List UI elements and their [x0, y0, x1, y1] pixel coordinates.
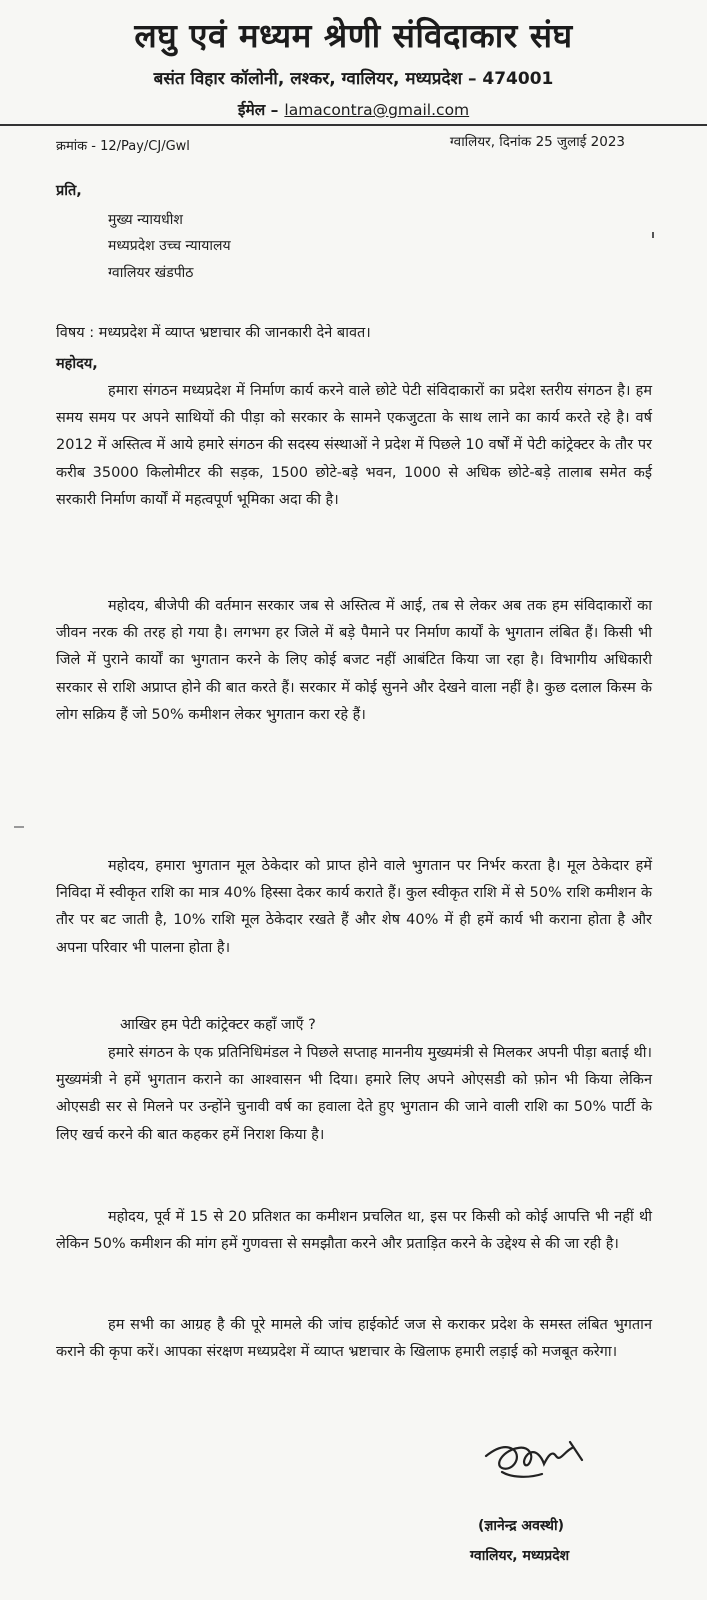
reference-number: क्रमांक - 12/Pay/CJ/Gwl [56, 139, 190, 154]
signer-name: (ज्ञानेन्द्र अवस्थी) [478, 1518, 565, 1534]
body-paragraph: महोदय, बीजेपी की वर्तमान सरकार जब से अस्तित्व में आई, तब से लेकर अब तक हम संविदाकारों का जीवन नरक की तरह हो गया है। लगभग हर जिले में बड़े पैमाने पर निर्माण कार्यों के भुगतान लंबित हैं। किसी भी जिले में पुराने कार्यों का भुगतान करने के लिए कोई बजट नहीं आबंटित किया जा रहा है। विभागीय अधिकारी सरकार से राशि अप्राप्त होने की बात करते हैं। सरकार में कोई सुनने और देखने वाला नहीं है। कुछ दलाल किस्म के लोग सक्रिय हैं जो 50% कमीशन लेकर भुगतान करा रहे हैं। [56, 598, 652, 723]
scan-speck [14, 826, 24, 828]
salutation: महोदय, [56, 356, 98, 372]
scan-speck [652, 232, 654, 238]
recipient-line: मुख्य न्यायधीश [108, 212, 183, 228]
handwritten-signature [482, 1428, 594, 1480]
body-paragraph: महोदय, हमारा भुगतान मूल ठेकेदार को प्राप्त होने वाले भुगतान पर निर्भर करता है। मूल ठेकेदार हमें निविदा में स्वीकृत राशि का मात्र 40% हिस्सा देकर कार्य कराते हैं। कुल स्वीकृत राशि में से 50% राशि कमीशन के तौर पर बट जाती है, 10% राशि मूल ठेकेदार रखते हैं और शेष 40% में ही हमें कार्य भी कराना होता है और अपना परिवार भी पालना होता है। [56, 858, 652, 956]
to-label: प्रति, [56, 183, 82, 199]
letter-date: ग्वालियर, दिनांक 25 जुलाई 2023 [449, 134, 625, 150]
question-line: आखिर हम पेटी कांट्रेक्टर कहाँ जाएँ ? [120, 1017, 316, 1033]
email-label: ईमेल – [237, 101, 279, 119]
email-line [0, 98, 707, 120]
body-paragraph: महोदय, पूर्व में 15 से 20 प्रतिशत का कमीशन प्रचलित था, इस पर किसी को कोई आपत्ति भी नहीं थी लेकिन 50% कमीशन की मांग हमें गुणवत्ता से समझौता करने और प्रताड़ित करने के उद्देश्य से की जा रही है। [56, 1209, 652, 1253]
header-rule [0, 124, 707, 126]
recipient-line: ग्वालियर खंडपीठ [108, 265, 194, 281]
organization-address: बसंत विहार कॉलोनी, लश्कर, ग्वालियर, मध्यप्रदेश – 474001 [153, 69, 554, 89]
recipient-line: मध्यप्रदेश उच्च न्यायालय [108, 238, 231, 254]
email-address: lamacontra@gmail.com [284, 101, 470, 119]
body-paragraph: हमारे संगठन के एक प्रतिनिधिमंडल ने पिछले सप्ताह माननीय मुख्यमंत्री से मिलकर अपनी पीड़ा बताई थी। मुख्यमंत्री ने हमें भुगतान कराने का आश्वासन भी दिया। हमारे लिए अपने ओएसडी को फ़ोन भी किया लेकिन ओएसडी सर से मिलने पर उन्होंने चुनावी वर्ष का हवाला देते हुए भुगतान की जाने वाली राशि का 50% पार्टी के लिए खर्च करने की बात कहकर हमें निराश किया है। [56, 1045, 652, 1143]
body-paragraph: हमारा संगठन मध्यप्रदेश में निर्माण कार्य करने वाले छोटे पेटी संविदाकारों का प्रदेश स्तरीय संगठन है। हम समय समय पर अपने साथियों की पीड़ा को सरकार के सामने एकजुटता के साथ लाने का कार्य करते रहे है। वर्ष 2012 में अस्तित्व में आये हमारे संगठन की सदस्य संस्थाओं ने प्रदेश में पिछले 10 वर्षों में पेटी कांट्रेक्टर के तौर पर करीब 35000 किलोमीटर की सड़क, 1500 छोटे-बड़े भवन, 1000 से अधिक छोटे-बड़े तालाब समेत कई सरकारी निर्माण कार्यों में महत्वपूर्ण भूमिका अदा की है। [56, 383, 652, 508]
organization-name: लघु एवं मध्यम श्रेणी संविदाकार संघ [134, 16, 573, 55]
body-paragraph: हम सभी का आग्रह है की पूरे मामले की जांच हाईकोर्ट जज से कराकर प्रदेश के समस्त लंबित भुगतान कराने की कृपा करें। आपका संरक्षण मध्यप्रदेश में व्याप्त भ्रष्टाचार के खिलाफ हमारी लड़ाई को मजबूत करेगा। [56, 1317, 652, 1361]
subject-line: विषय : मध्यप्रदेश में व्याप्त भ्रष्टाचार की जानकारी देने बावत। [56, 325, 371, 341]
signer-place: ग्वालियर, मध्यप्रदेश [470, 1548, 570, 1564]
